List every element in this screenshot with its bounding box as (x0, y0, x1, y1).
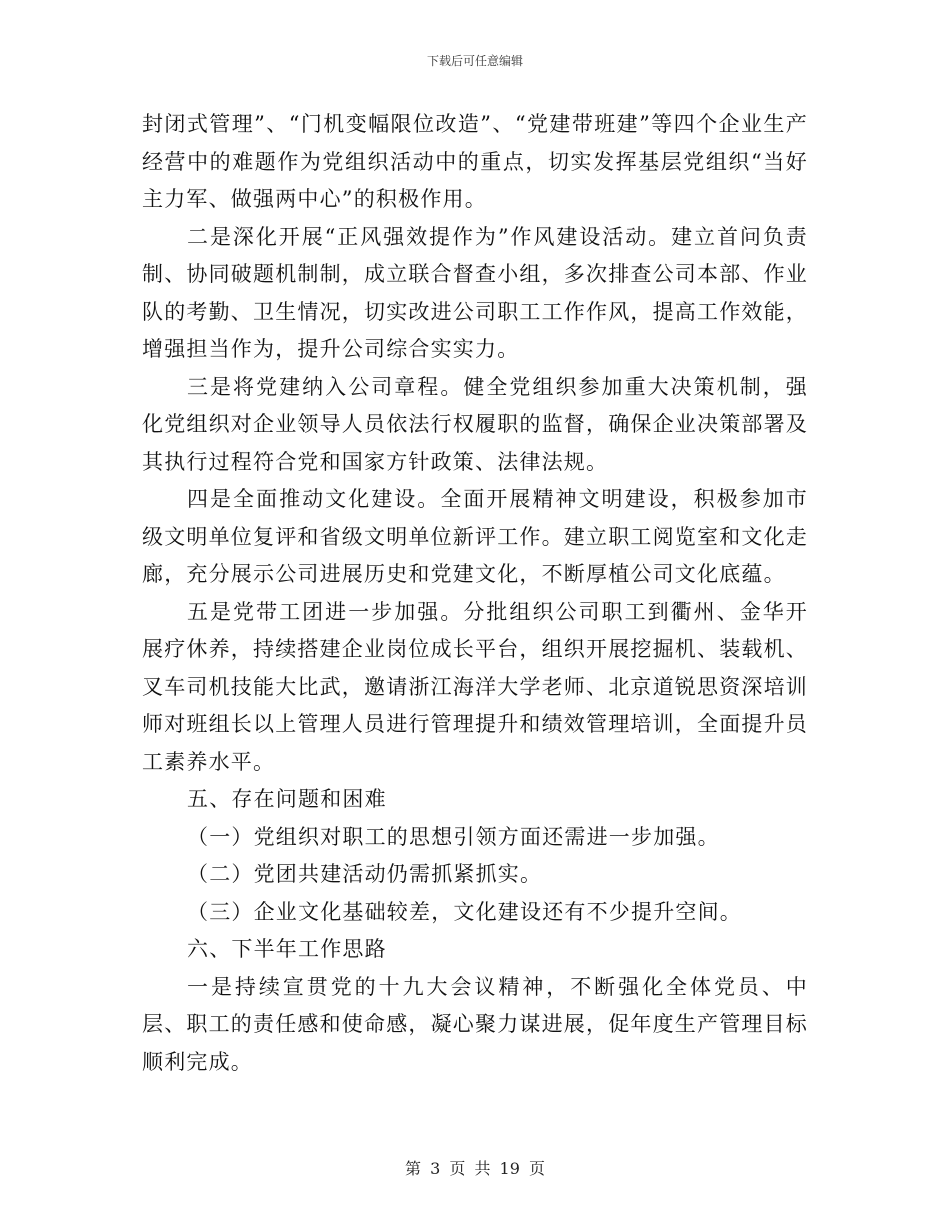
section-heading-plan: 六、下半年工作思路 (187, 937, 387, 961)
section-heading-problems: 五、存在问题和困难 (187, 787, 387, 811)
paragraph-4: 四是全面推动文化建设。全面开展精神文明建设，积极参加市级文明单位复评和省级文明单位新评工作。建立职工阅览室和文化走廊，充分展示公司进展历史和党建文化，不断厚植公司文化底蕴。 (142, 487, 808, 586)
problem-item-2: （二）党团共建活动仍需抓紧抓实。 (187, 862, 543, 886)
page-header: 下载后可任意编辑 (426, 54, 523, 68)
paragraph-plan-1: 一是持续宣贯党的十九大会议精神，不断强化全体党员、中层、职工的责任感和使命感，凝心聚力谋进展，促年度生产管理目标顺利完成。 (142, 974, 808, 1074)
paragraph-5: 五是党带工团进一步加强。分批组织公司职工到衢州、金华开展疗休养，持续搭建企业岗位成长平台，组织开展挖掘机、装载机、叉车司机技能大比武，邀请浙江海洋大学老师、北京道锐思资深培训师对班组长以上管理人员进行管理提升和绩效管理培训，全面提升员工素养水平。 (142, 599, 808, 774)
problem-item-1: （一）党组织对职工的思想引领方面还需进一步加强。 (187, 824, 720, 849)
document-body (142, 106, 808, 1081)
problem-item-3: （三）企业文化基础较差，文化建设还有不少提升空间。 (187, 899, 742, 924)
paragraph-2: 二是深化开展“正风强效提作为”作风建设活动。建立首问负责制、协同破题机制制，成立联合督查小组，多次排查公司本部、作业队的考勤、卫生情况，切实改进公司职工工作作风，提高工作效能，增强担当作为，提升公司综合实实力。 (142, 224, 808, 361)
paragraph-1: 封闭式管理”、“门机变幅限位改造”、“党建带班建”等四个企业生产经营中的难题作为党组织活动中的重点，切实发挥基层党组织“当好主力军、做强两中心”的积极作用。 (142, 112, 808, 211)
paragraph-3: 三是将党建纳入公司章程。健全党组织参加重大决策机制，强化党组织对企业领导人员依法行权履职的监督，确保企业决策部署及其执行过程符合党和国家方针政策、法律法规。 (142, 374, 808, 474)
page-number: 第 3 页 共 19 页 (405, 1159, 545, 1178)
